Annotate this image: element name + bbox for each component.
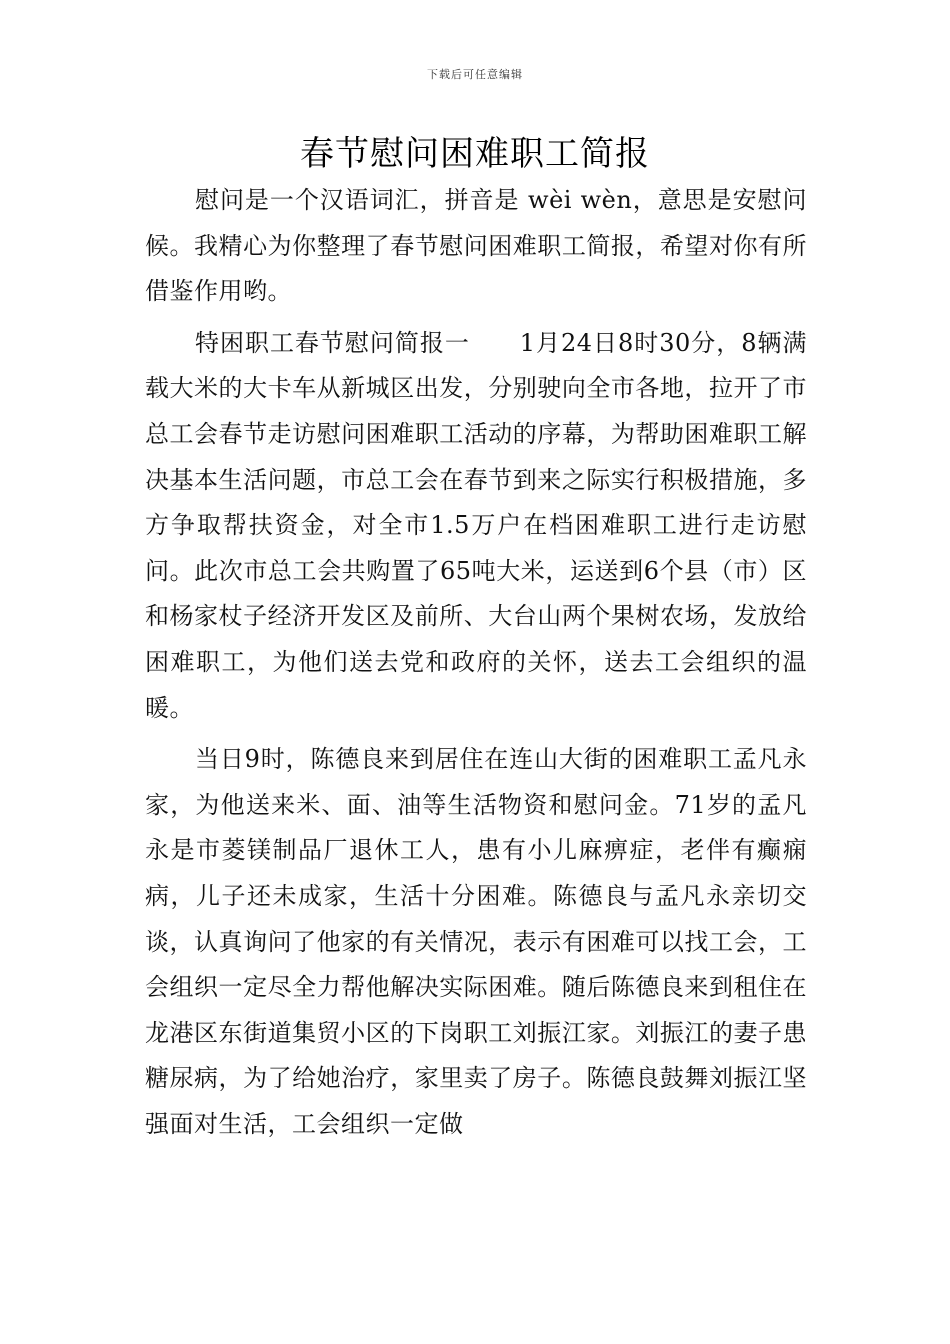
paragraph-visit: 当日9时，陈德良来到居住在连山大街的困难职工孟凡永家，为他送来米、面、油等生活物资和慰问金。71岁的孟凡永是市菱镁制品厂退休工人，患有小儿麻痹症，老伴有癫痫病，儿子还未成家，生活十分困难。陈德良与孟凡永亲切交谈，认真询问了他家的有关情况，表示有困难可以找工会，工会组织一定尽全力帮他解决实际困难。随后陈德良来到租住在龙港区东街道集贸小区的下岗职工刘振江家。刘振江的妻子患糖尿病，为了给她治疗，家里卖了房子。陈德良鼓舞刘振江坚强面对生活，工会组织一定做	[145, 745, 807, 1138]
document-body	[145, 178, 807, 1151]
document-title: 春节慰问困难职工简报	[300, 134, 650, 174]
paragraph-briefing-one: 特困职工春节慰问简报一 1月24日8时30分，8辆满载大米的大卡车从新城区出发，分别驶向全市各地，拉开了市总工会春节走访慰问困难职工活动的序幕，为帮助困难职工解决基本生活问题，市总工会在春节到来之际实行积极措施，多方争取帮扶资金，对全市1.5万户在档困难职工进行走访慰问。此次市总工会共购置了65吨大米，运送到6个县（市）区和杨家杖子经济开发区及前所、大台山两个果树农场，发放给困难职工，为他们送去党和政府的关怀，送去工会组织的温暖。	[145, 328, 807, 722]
header-note: 下载后可任意编辑	[427, 68, 523, 81]
paragraph-intro: 慰问是一个汉语词汇，拼音是 wèi wèn，意思是安慰问候。我精心为你整理了春节慰问困难职工简报，希望对你有所借鉴作用哟。	[145, 186, 807, 306]
